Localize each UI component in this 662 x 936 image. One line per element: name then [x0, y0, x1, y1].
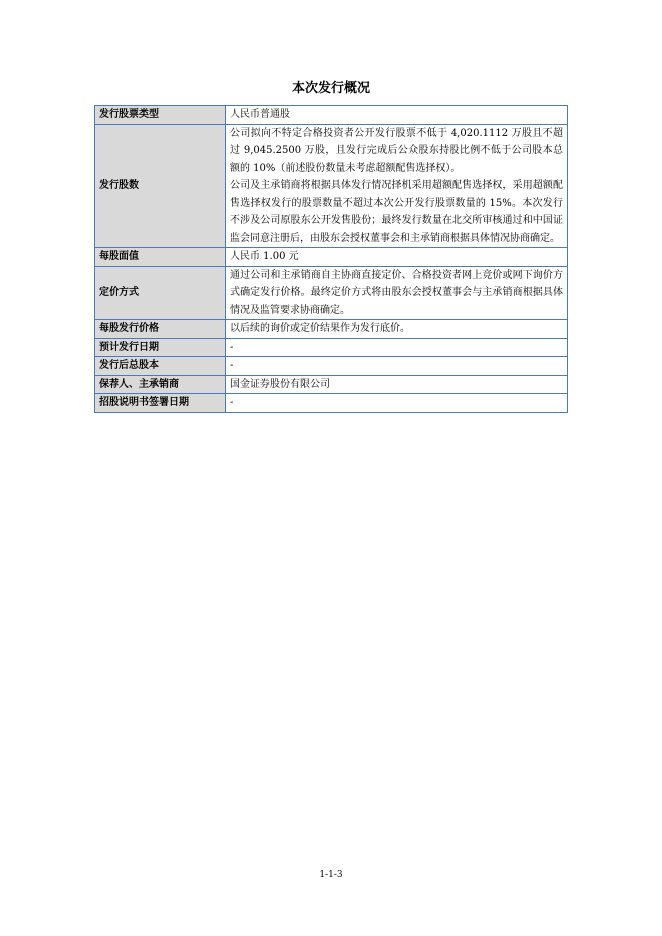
- row-label-sponsor: 保荐人、主承销商: [95, 375, 226, 394]
- row-value-issue-date: [226, 338, 568, 357]
- value-text: 人民币 1.00 元: [230, 251, 299, 262]
- row-value-par-value: [226, 248, 568, 267]
- row-label-pricing-method: 定价方式: [95, 266, 226, 320]
- table-row: [95, 375, 568, 394]
- offering-overview-table: [94, 105, 568, 413]
- table-row: [95, 106, 568, 125]
- row-label-issue-date: 预计发行日期: [95, 338, 226, 357]
- row-value-pricing-method: [226, 266, 568, 320]
- value-text: 通过公司和主承销商自主协商直接定价、合格投资者网上竞价或网下询价方式确定发行价格。最终定价方式将由股东会授权董事会与主承销商根据具体情况及监管要求协商确定。: [230, 269, 563, 316]
- table-row: [95, 266, 568, 320]
- table-row: [95, 248, 568, 267]
- row-value-share-type: [226, 106, 568, 125]
- value-text: 以后续的询价或定价结果作为发行底价。: [230, 323, 410, 334]
- value-text: -: [230, 360, 234, 371]
- value-text: 人民币普通股: [230, 109, 290, 120]
- row-label-signing-date: 招股说明书签署日期: [95, 394, 226, 413]
- table-row: [95, 394, 568, 413]
- value-paragraph: 公司拟向不特定合格投资者公开发行股票不低于 4,020.1112 万股且不超过 9,045.2500 万股，且发行完成后公众股东持股比例不低于公司股本总额的 10%（前述股份数量未考虑超额配售选择权）。: [230, 127, 563, 174]
- value-paragraph: 公司及主承销商将根据具体发行情况择机采用超额配售选择权，采用超额配售选择权发行的股票数量不超过本次公开发行股票数量的 15%。本次发行不涉及公司原股东公开发售股份；最终发行数量在北交所审核通过和中国证监会同意注册后，由股东会授权董事会和主承销商根据具体情况协商确定。: [230, 180, 563, 244]
- table-row: [95, 338, 568, 357]
- page-title: 本次发行概况: [291, 81, 370, 96]
- row-value-issue-price: [226, 320, 568, 339]
- row-label-share-count: 发行股数: [95, 124, 226, 248]
- value-text: 国金证券股份有限公司: [230, 378, 330, 390]
- row-label-total-shares: 发行后总股本: [95, 357, 226, 376]
- row-value-sponsor: [226, 375, 568, 394]
- value-text: -: [230, 341, 234, 353]
- table-row: [95, 320, 568, 339]
- table-row: [95, 357, 568, 376]
- row-value-signing-date: [226, 394, 568, 413]
- row-label-issue-price: 每股发行价格: [95, 320, 226, 339]
- row-value-share-count: [226, 124, 568, 248]
- row-label-share-type: 发行股票类型: [95, 106, 226, 125]
- value-text: -: [230, 397, 234, 408]
- page-number: 1-1-3: [319, 870, 343, 880]
- row-label-par-value: 每股面值: [95, 248, 226, 267]
- row-value-total-shares: [226, 357, 568, 376]
- table-row: [95, 124, 568, 248]
